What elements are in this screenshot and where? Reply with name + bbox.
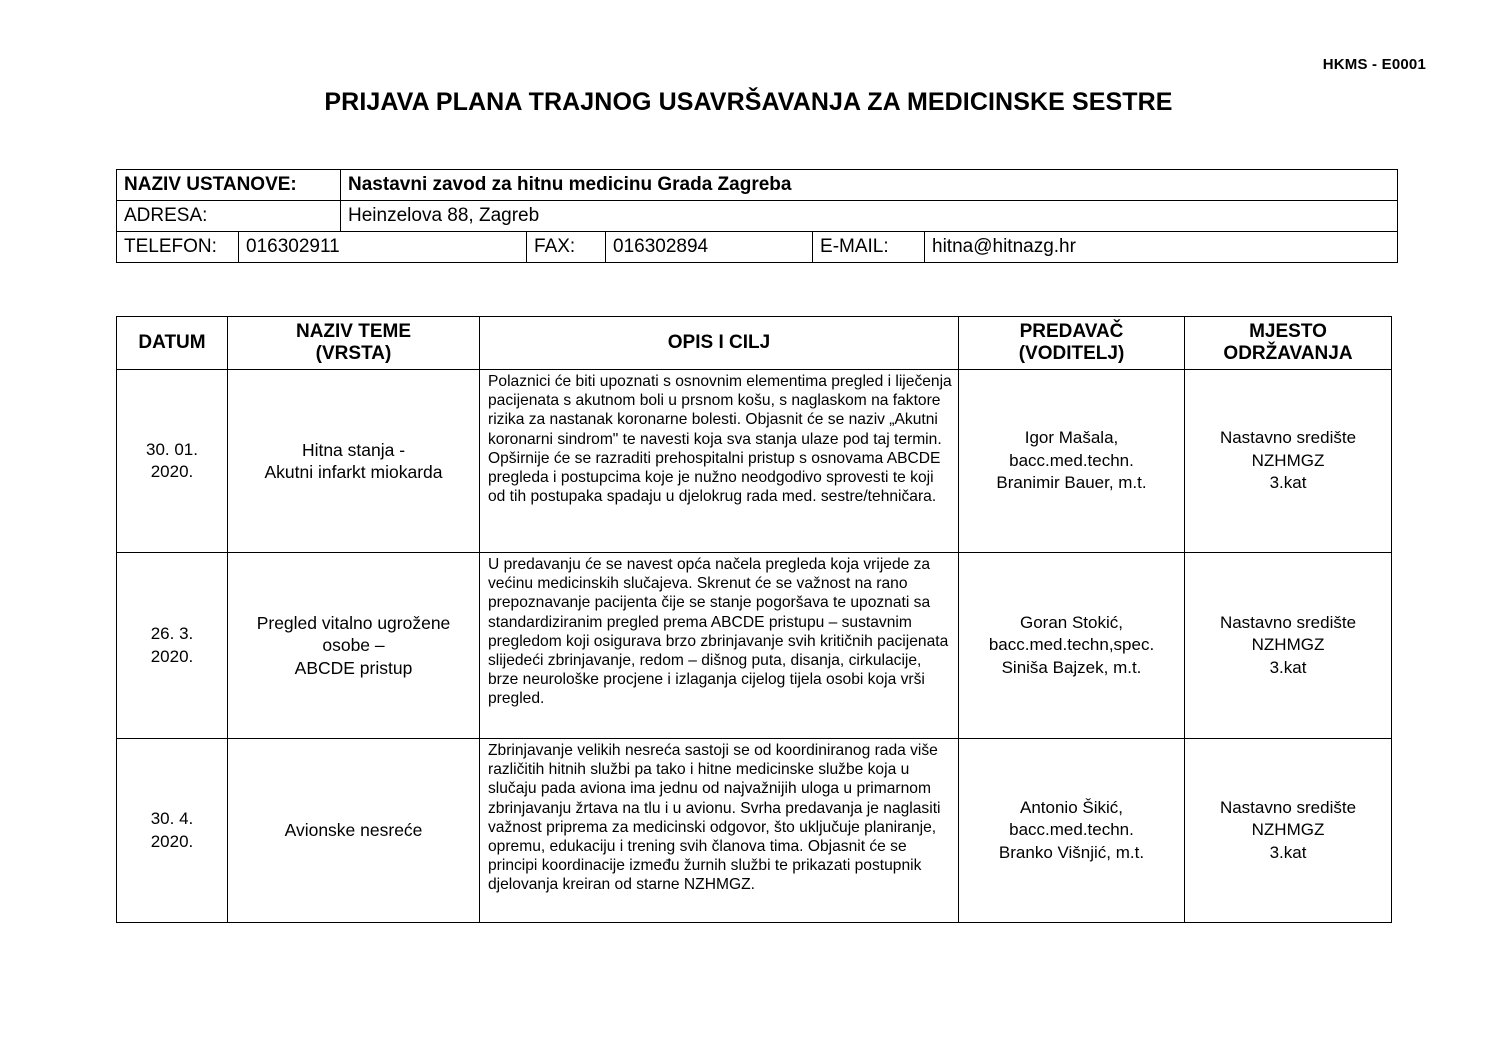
page-title: PRIJAVA PLANA TRAJNOG USAVRŠAVANJA ZA MEDICINSKE SESTRE xyxy=(324,88,1173,116)
row-tema: Pregled vitalno ugrožene osobe – ABCDE pristup xyxy=(228,553,480,739)
row-predavac: Igor Mašala, bacc.med.techn. Branimir Bauer, m.t. xyxy=(959,370,1185,553)
header-opis: OPIS I CILJ xyxy=(480,317,959,370)
institution-name-label: NAZIV USTANOVE: xyxy=(117,170,341,201)
institution-table xyxy=(116,169,1398,263)
table-row xyxy=(117,370,1392,553)
table-row xyxy=(117,739,1392,923)
email-value: hitna@hitnazg.hr xyxy=(925,232,1398,263)
row-predavac: Antonio Šikić, bacc.med.techn. Branko Višnjić, m.t. xyxy=(959,739,1185,923)
row-opis: U predavanju će se navest opća načela pregleda koja vrijede za većinu medicinskih slučajeva. Skrenut će se važnost na rano prepoznavanje pacijenta čije se stanje pogoršava te upoznati sa standardiziranim pregled prema ABCDE pristupu – sustavnim pregledom koji osigurava brzo zbrinjavanje svih kritičnih pacijenata slijedeći zbrinjavanje, redom – dišnog puta, disanja, cirkulacije, brze neurološke procjene i izlaganja cijelog tijela osobi koja vrši pregled. xyxy=(480,553,959,739)
institution-name-row xyxy=(117,170,1398,201)
phone-value: 016302911 xyxy=(239,232,527,263)
row-predavac: Goran Stokić, bacc.med.techn,spec. Siniša Bajzek, m.t. xyxy=(959,553,1185,739)
header-predavac: PREDAVAČ (VODITELJ) xyxy=(959,317,1185,370)
institution-name-value: Nastavni zavod za hitnu medicinu Grada Zagreba xyxy=(341,170,1398,201)
table-row xyxy=(117,553,1392,739)
phone-label: TELEFON: xyxy=(117,232,239,263)
row-datum: 30. 01. 2020. xyxy=(117,370,228,553)
schedule-header-row xyxy=(117,317,1392,370)
form-code: HKMS - E0001 xyxy=(1322,56,1426,73)
header-datum: DATUM xyxy=(117,317,228,370)
row-datum: 26. 3. 2020. xyxy=(117,553,228,739)
row-tema: Hitna stanja - Akutni infarkt miokarda xyxy=(228,370,480,553)
row-mjesto: Nastavno središte NZHMGZ 3.kat xyxy=(1185,553,1392,739)
institution-address-row xyxy=(117,201,1398,232)
schedule-table xyxy=(116,316,1392,923)
row-mjesto: Nastavno središte NZHMGZ 3.kat xyxy=(1185,739,1392,923)
fax-label: FAX: xyxy=(527,232,606,263)
row-opis: Zbrinjavanje velikih nesreća sastoji se od koordiniranog rada više različitih hitnih službi pa tako i hitne medicinske službe koja u slučaju pada aviona ima jednu od najvažnijih uloga u primarnom zbrinjavanju žrtava na tlu i u avionu. Svrha predavanja je naglasiti važnost priprema za medicinski odgovor, što uključuje planiranje, opremu, edukaciju i trening svih članova tima. Objasnit će se principi koordinacije između žurnih službi te prikazati postupnik djelovanja kreiran od starne NZHMGZ. xyxy=(480,739,959,923)
institution-contact-row xyxy=(117,232,1398,263)
row-mjesto: Nastavno središte NZHMGZ 3.kat xyxy=(1185,370,1392,553)
fax-value: 016302894 xyxy=(606,232,813,263)
email-label: E-MAIL: xyxy=(813,232,925,263)
header-mjesto: MJESTO ODRŽAVANJA xyxy=(1185,317,1392,370)
row-tema: Avionske nesreće xyxy=(228,739,480,923)
address-value: Heinzelova 88, Zagreb xyxy=(341,201,1398,232)
address-label: ADRESA: xyxy=(117,201,341,232)
header-tema: NAZIV TEME (VRSTA) xyxy=(228,317,480,370)
row-opis: Polaznici će biti upoznati s osnovnim elementima pregled i liječenja pacijenata s akutnom boli u prsnom košu, s naglaskom na faktore rizika za nastanak koronarne bolesti. Objasnit će se naziv „Akutni koronarni sindrom" te navesti koja sva stanja ulaze pod taj termin. Opširnije će se razraditi prehospitalni pristup s osnovama ABCDE pregleda i postupcima koje je nužno neodgodivo sprovesti te koji od tih postupaka spadaju u djelokrug rada med. sestre/tehničara. xyxy=(480,370,959,553)
row-datum: 30. 4. 2020. xyxy=(117,739,228,923)
